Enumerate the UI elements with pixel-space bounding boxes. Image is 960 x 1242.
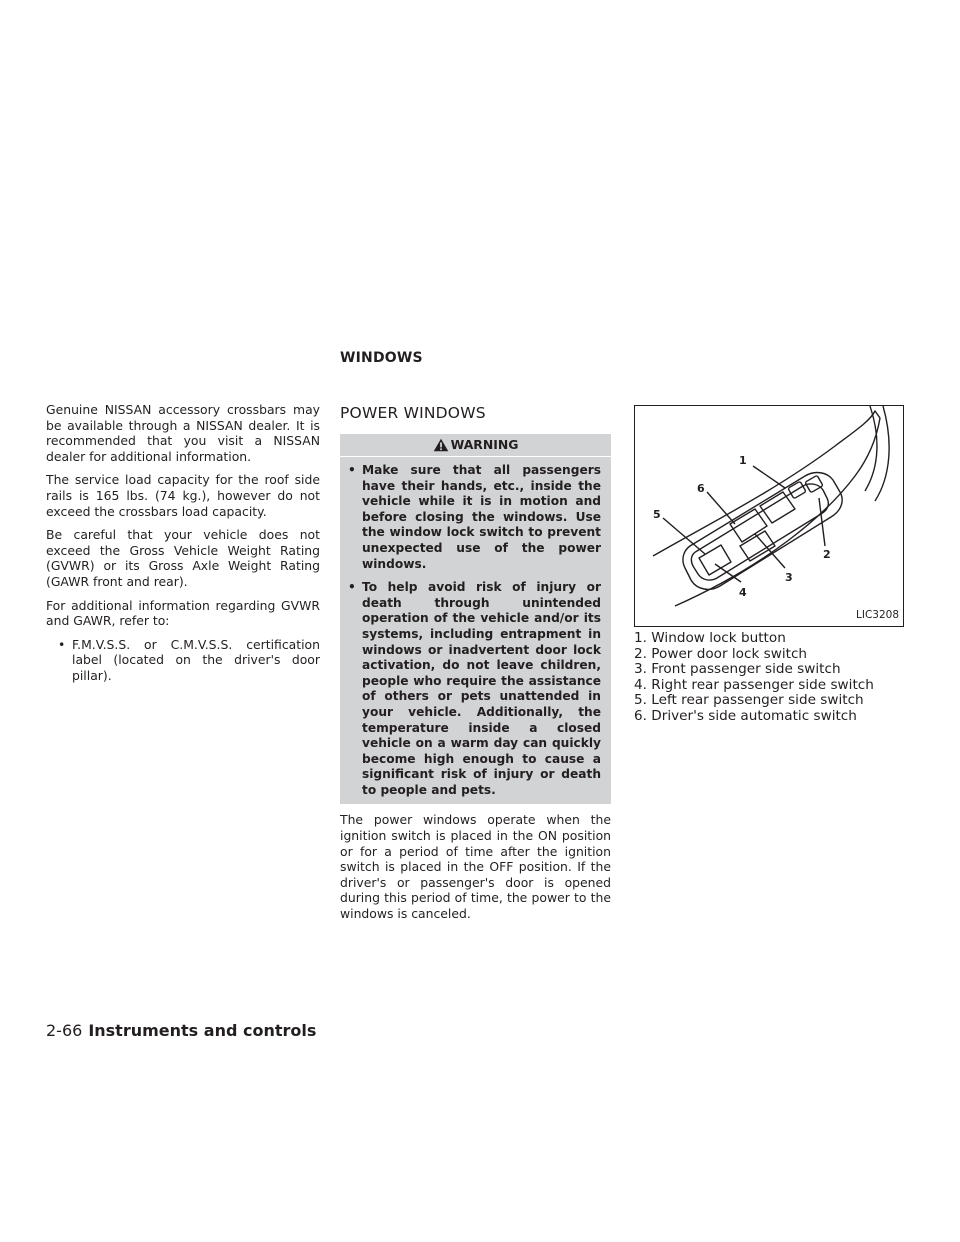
paragraph-weight-rating: Be careful that your vehicle does not exceed the Gross Vehicle Weight Rating (GVWR) or its Gross Axle Weight Rating (GAWR front and rear).: [46, 527, 320, 589]
callout-4: 4: [739, 586, 747, 599]
warning-item: • To help avoid risk of injury or death through unintended operation of the vehicle and/or its systems, including entrapment in windows or inadvertent door lock activation, do not leave children, people who require the assistance of others or pets unattended in your vehicle. Additionally, the temperature inside a closed vehicle on a warm day can quickly become high enough to cause a significant risk of injury or death to people and pets.: [348, 580, 601, 798]
callout-6: 6: [697, 482, 705, 495]
power-windows-heading: POWER WINDOWS: [340, 404, 486, 422]
reference-list: [46, 637, 320, 684]
paragraph-refer-to: For additional information regarding GVWR and GAWR, refer to:: [46, 597, 320, 629]
warning-list: [348, 463, 601, 798]
warning-triangle-icon: [433, 438, 449, 452]
middle-column: [340, 404, 611, 930]
right-column: [634, 405, 906, 725]
warning-header: [340, 434, 611, 457]
callout-3: 3: [785, 571, 793, 584]
callout-1: 1: [739, 454, 747, 467]
legend-item: 6. Driver's side automatic switch: [634, 707, 857, 724]
warning-label: WARNING: [450, 437, 519, 453]
callout-5: 5: [653, 508, 661, 521]
figure-legend: [634, 631, 906, 725]
list-item: • F.M.V.S.S. or C.M.V.S.S. certification label (located on the driver's door pillar).: [56, 637, 320, 684]
paragraph-load-capacity: The service load capacity for the roof side rails is 165 lbs. (74 kg.), however do not exceed the crossbars load capacity.: [46, 472, 320, 519]
section-title: WINDOWS: [340, 350, 423, 366]
legend-item: 5. Left rear passenger side switch: [634, 692, 864, 709]
chapter-title: Instruments and controls: [88, 1021, 317, 1040]
paragraph-power-windows: The power windows operate when the ignition switch is placed in the ON position or for a period of time after the ignition switch is placed in the OFF position. If the driver's or passenger's door is opened during this period of time, the power to the windows is canceled.: [340, 812, 611, 922]
left-column: [46, 402, 320, 684]
page-number: 2-66: [46, 1021, 83, 1040]
figure-code: LIC3208: [856, 609, 899, 622]
warning-item: • Make sure that all passengers have their hands, etc., inside the vehicle while it is in motion and before closing the windows. Use the window lock switch to prevent unexpected use of the power windows.: [348, 463, 601, 572]
page-footer: [46, 1021, 316, 1040]
legend-item: 3. Front passenger side switch: [634, 661, 841, 678]
legend-item: 4. Right rear passenger side switch: [634, 676, 874, 693]
legend-item: 2. Power door lock switch: [634, 645, 808, 662]
door-switch-illustration: [635, 406, 902, 625]
legend-item: 1. Window lock button: [634, 630, 786, 646]
warning-box: [340, 434, 611, 804]
callout-2: 2: [823, 548, 831, 561]
window-switch-figure: [634, 405, 904, 627]
paragraph-crossbars: Genuine NISSAN accessory crossbars may be available through a NISSAN dealer. It is recommended that you visit a NISSAN dealer for additional information.: [46, 402, 320, 464]
